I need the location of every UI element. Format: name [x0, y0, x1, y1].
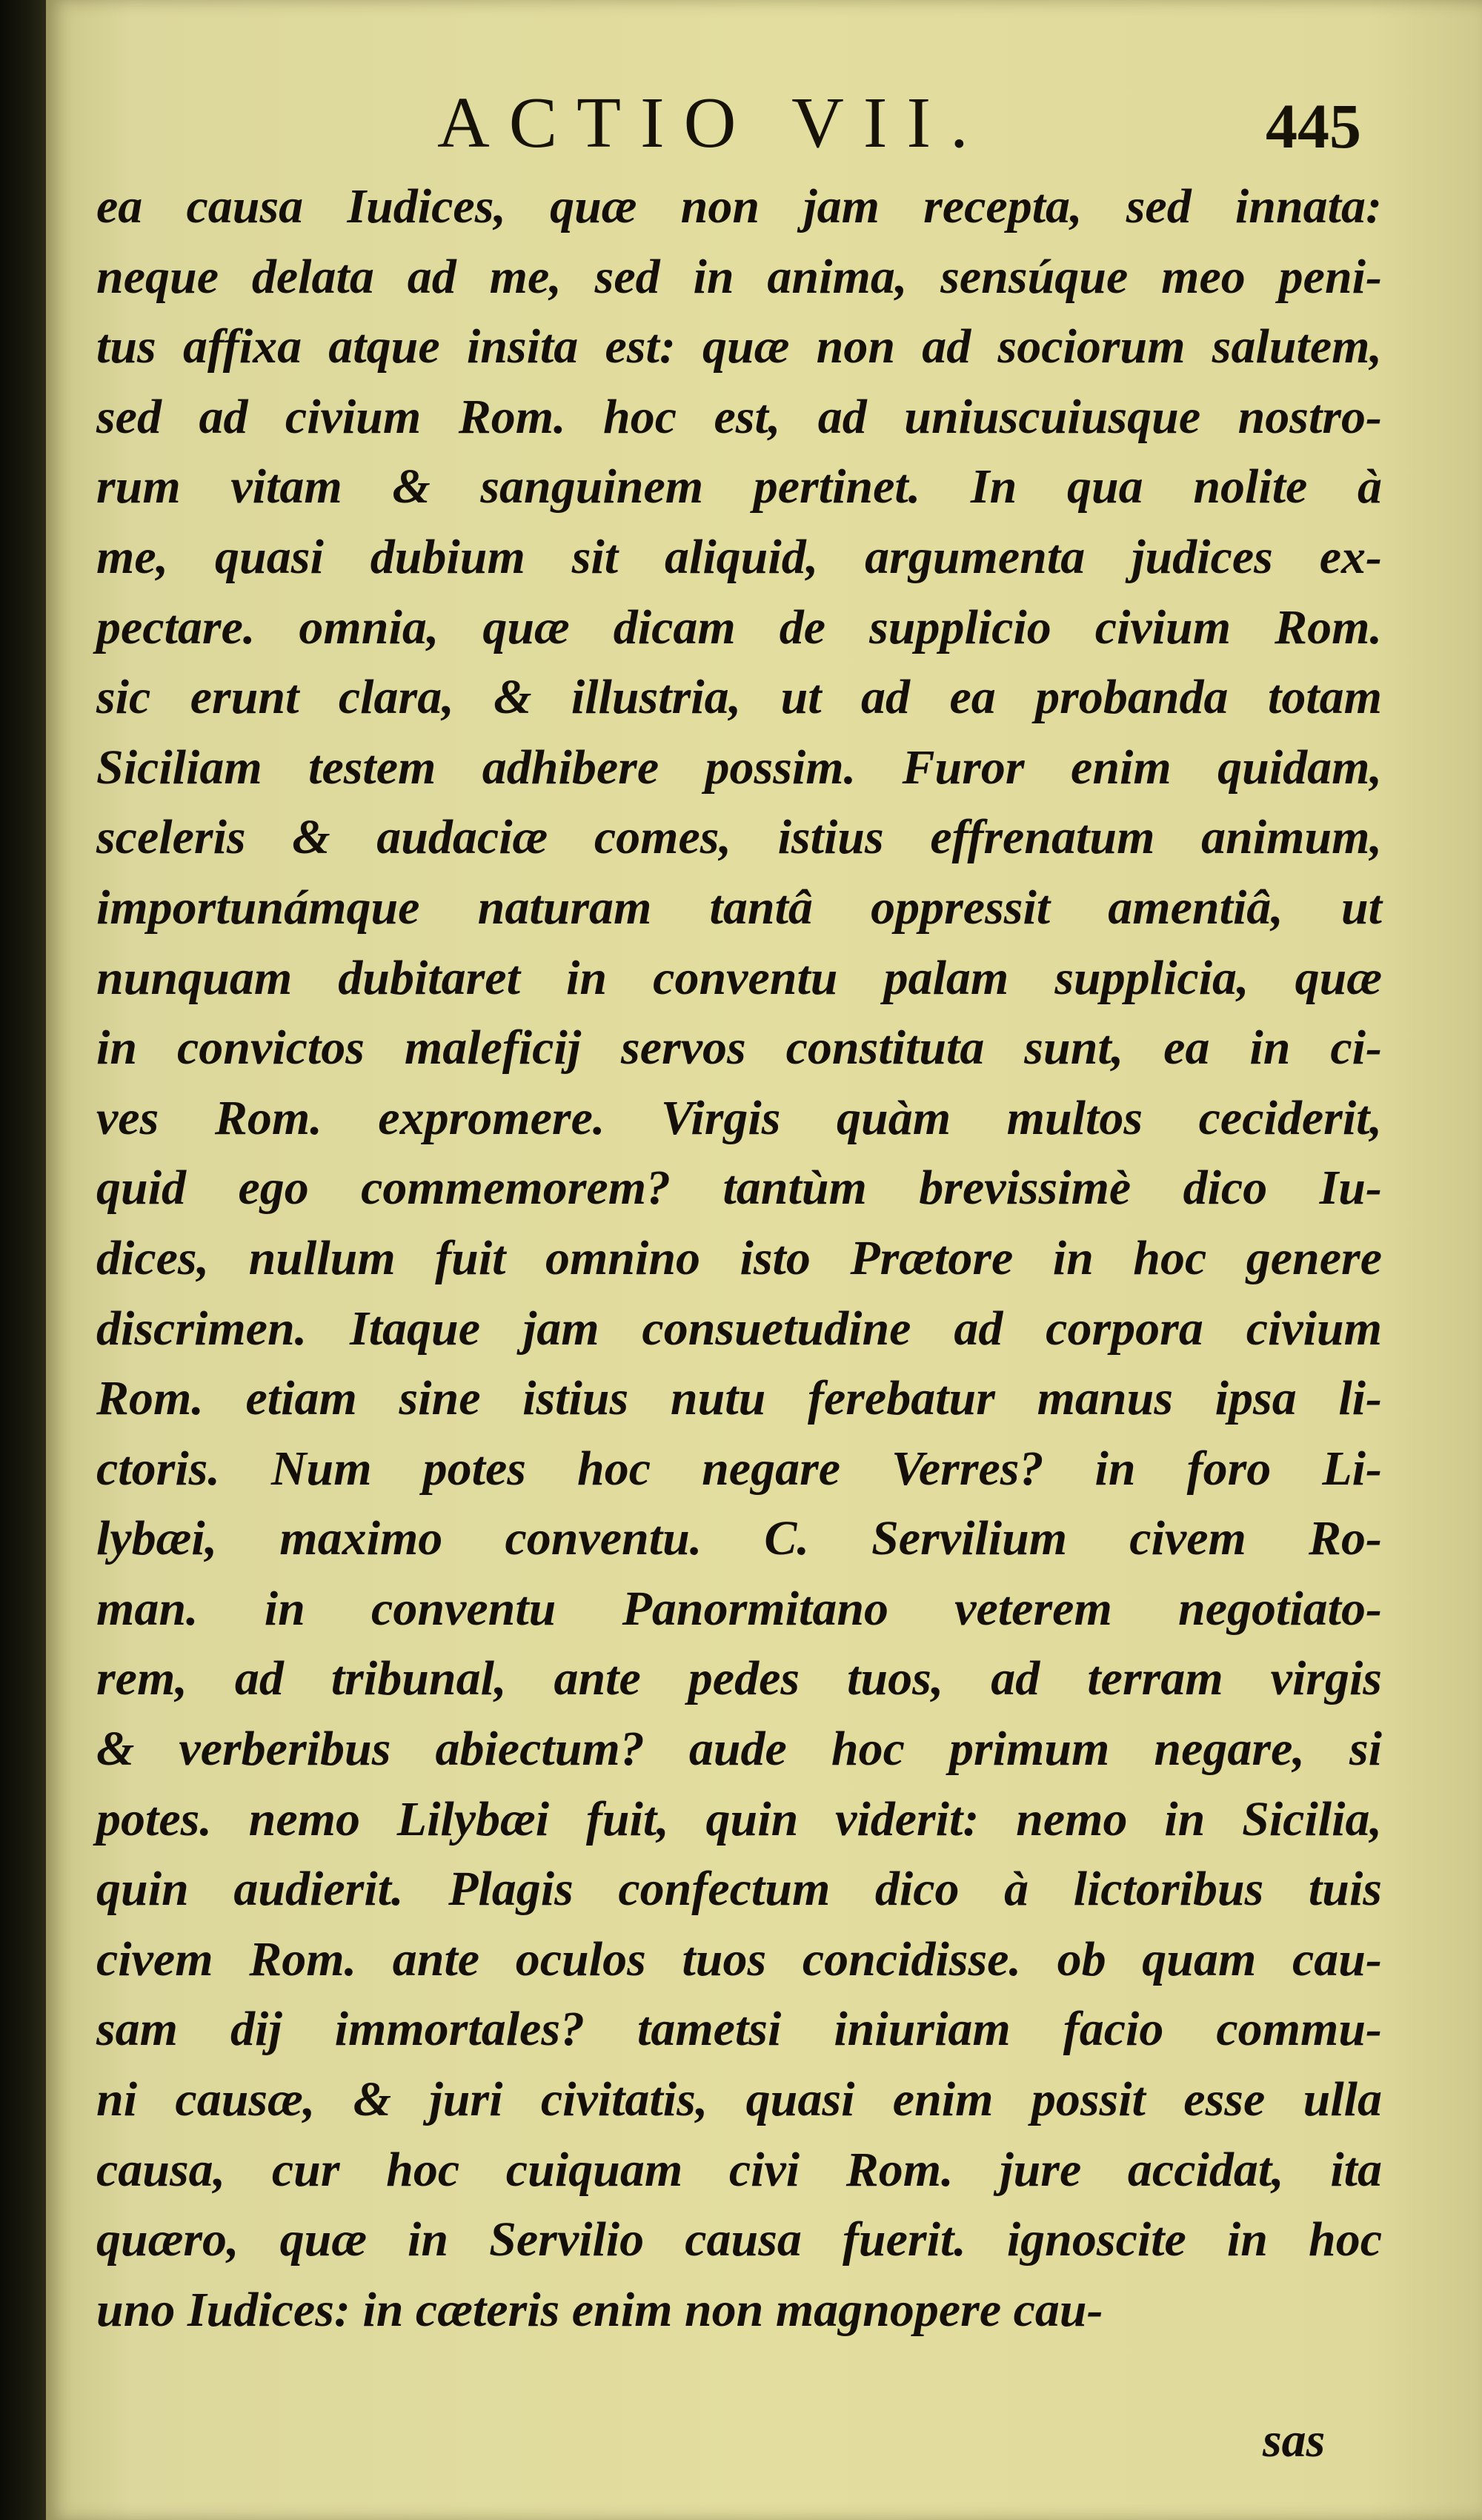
- page-number: 445: [1266, 90, 1361, 162]
- text-line: dices, nullum fuit omnino isto Prætore in hoc genere: [96, 1230, 1382, 1285]
- text-line: neque delata ad me, sed in anima, sensúque meo peni-: [96, 249, 1382, 304]
- text-line: discrimen. Itaque jam consuetudine ad corpora civium: [96, 1301, 1382, 1356]
- text-line: sic erunt clara, & illustria, ut ad ea probanda totam: [96, 670, 1382, 725]
- text-line: lybæi, maximo conventu. C. Servilium civem Ro-: [96, 1511, 1382, 1566]
- text-line: quin audierit. Plagis confectum dico à lictoribus tuis: [96, 1862, 1382, 1917]
- text-line: quid ego commemorem? tantùm brevissimè dico Iu-: [96, 1161, 1382, 1216]
- text-line: rem, ad tribunal, ante pedes tuos, ad terram virgis: [96, 1651, 1382, 1706]
- text-line: Siciliam testem adhibere possim. Furor enim quidam,: [96, 740, 1382, 795]
- running-title: ACTIO VII.: [437, 83, 988, 163]
- text-line: ni causæ, & juri civitatis, quasi enim possit esse ulla: [96, 2072, 1382, 2127]
- text-line: sed ad civium Rom. hoc est, ad uniuscuiusque nostro-: [96, 389, 1382, 444]
- catchword: sas: [1263, 2413, 1326, 2467]
- text-line: man. in conventu Panormitano veterem negotiato-: [96, 1581, 1382, 1636]
- text-line: rum vitam & sanguinem pertinet. In qua nolite à: [96, 460, 1382, 514]
- text-line: tus affixa atque insita est: quæ non ad sociorum salutem,: [96, 319, 1382, 374]
- text-line: Rom. etiam sine istius nutu ferebatur manus ipsa li-: [96, 1371, 1382, 1426]
- text-line: importunámque naturam tantâ oppressit amentiâ, ut: [96, 880, 1382, 935]
- text-line: ctoris. Num potes hoc negare Verres? in foro Li-: [96, 1441, 1382, 1496]
- text-line: me, quasi dubium sit aliquid, argumenta judices ex-: [96, 529, 1382, 584]
- text-line: & verberibus abiectum? aude hoc primum negare, si: [96, 1722, 1382, 1777]
- text-line: pectare. omnia, quæ dicam de supplicio civium Rom.: [96, 600, 1382, 654]
- text-line: quæro, quæ in Servilio causa fuerit. ignoscite in hoc: [96, 2212, 1382, 2267]
- text-line: ves Rom. expromere. Virgis quàm multos ceciderit,: [96, 1090, 1382, 1145]
- text-line: civem Rom. ante oculos tuos concidisse. ob quam cau-: [96, 1932, 1382, 1986]
- page-header: [0, 82, 1482, 163]
- text-line: uno Iudices: in cæteris enim non magnopere cau-: [96, 2282, 1103, 2337]
- text-line: nunquam dubitaret in conventu palam supplicia, quæ: [96, 950, 1382, 1005]
- text-line: causa, cur hoc cuiquam civi Rom. jure accidat, ita: [96, 2142, 1382, 2197]
- text-line: ea causa Iudices, quæ non jam recepta, sed innata:: [96, 179, 1382, 233]
- text-line: sam dij immortales? tametsi iniuriam facio commu-: [96, 2002, 1382, 2057]
- book-gutter: [0, 0, 46, 2520]
- text-line: potes. nemo Lilybæi fuit, quin viderit: nemo in Sicilia,: [96, 1791, 1382, 1846]
- body-text: [96, 172, 1382, 2345]
- text-line: sceleris & audaciæ comes, istius effrenatum animum,: [96, 810, 1382, 865]
- text-line: in convictos maleficij servos constituta sunt, ea in ci-: [96, 1021, 1382, 1075]
